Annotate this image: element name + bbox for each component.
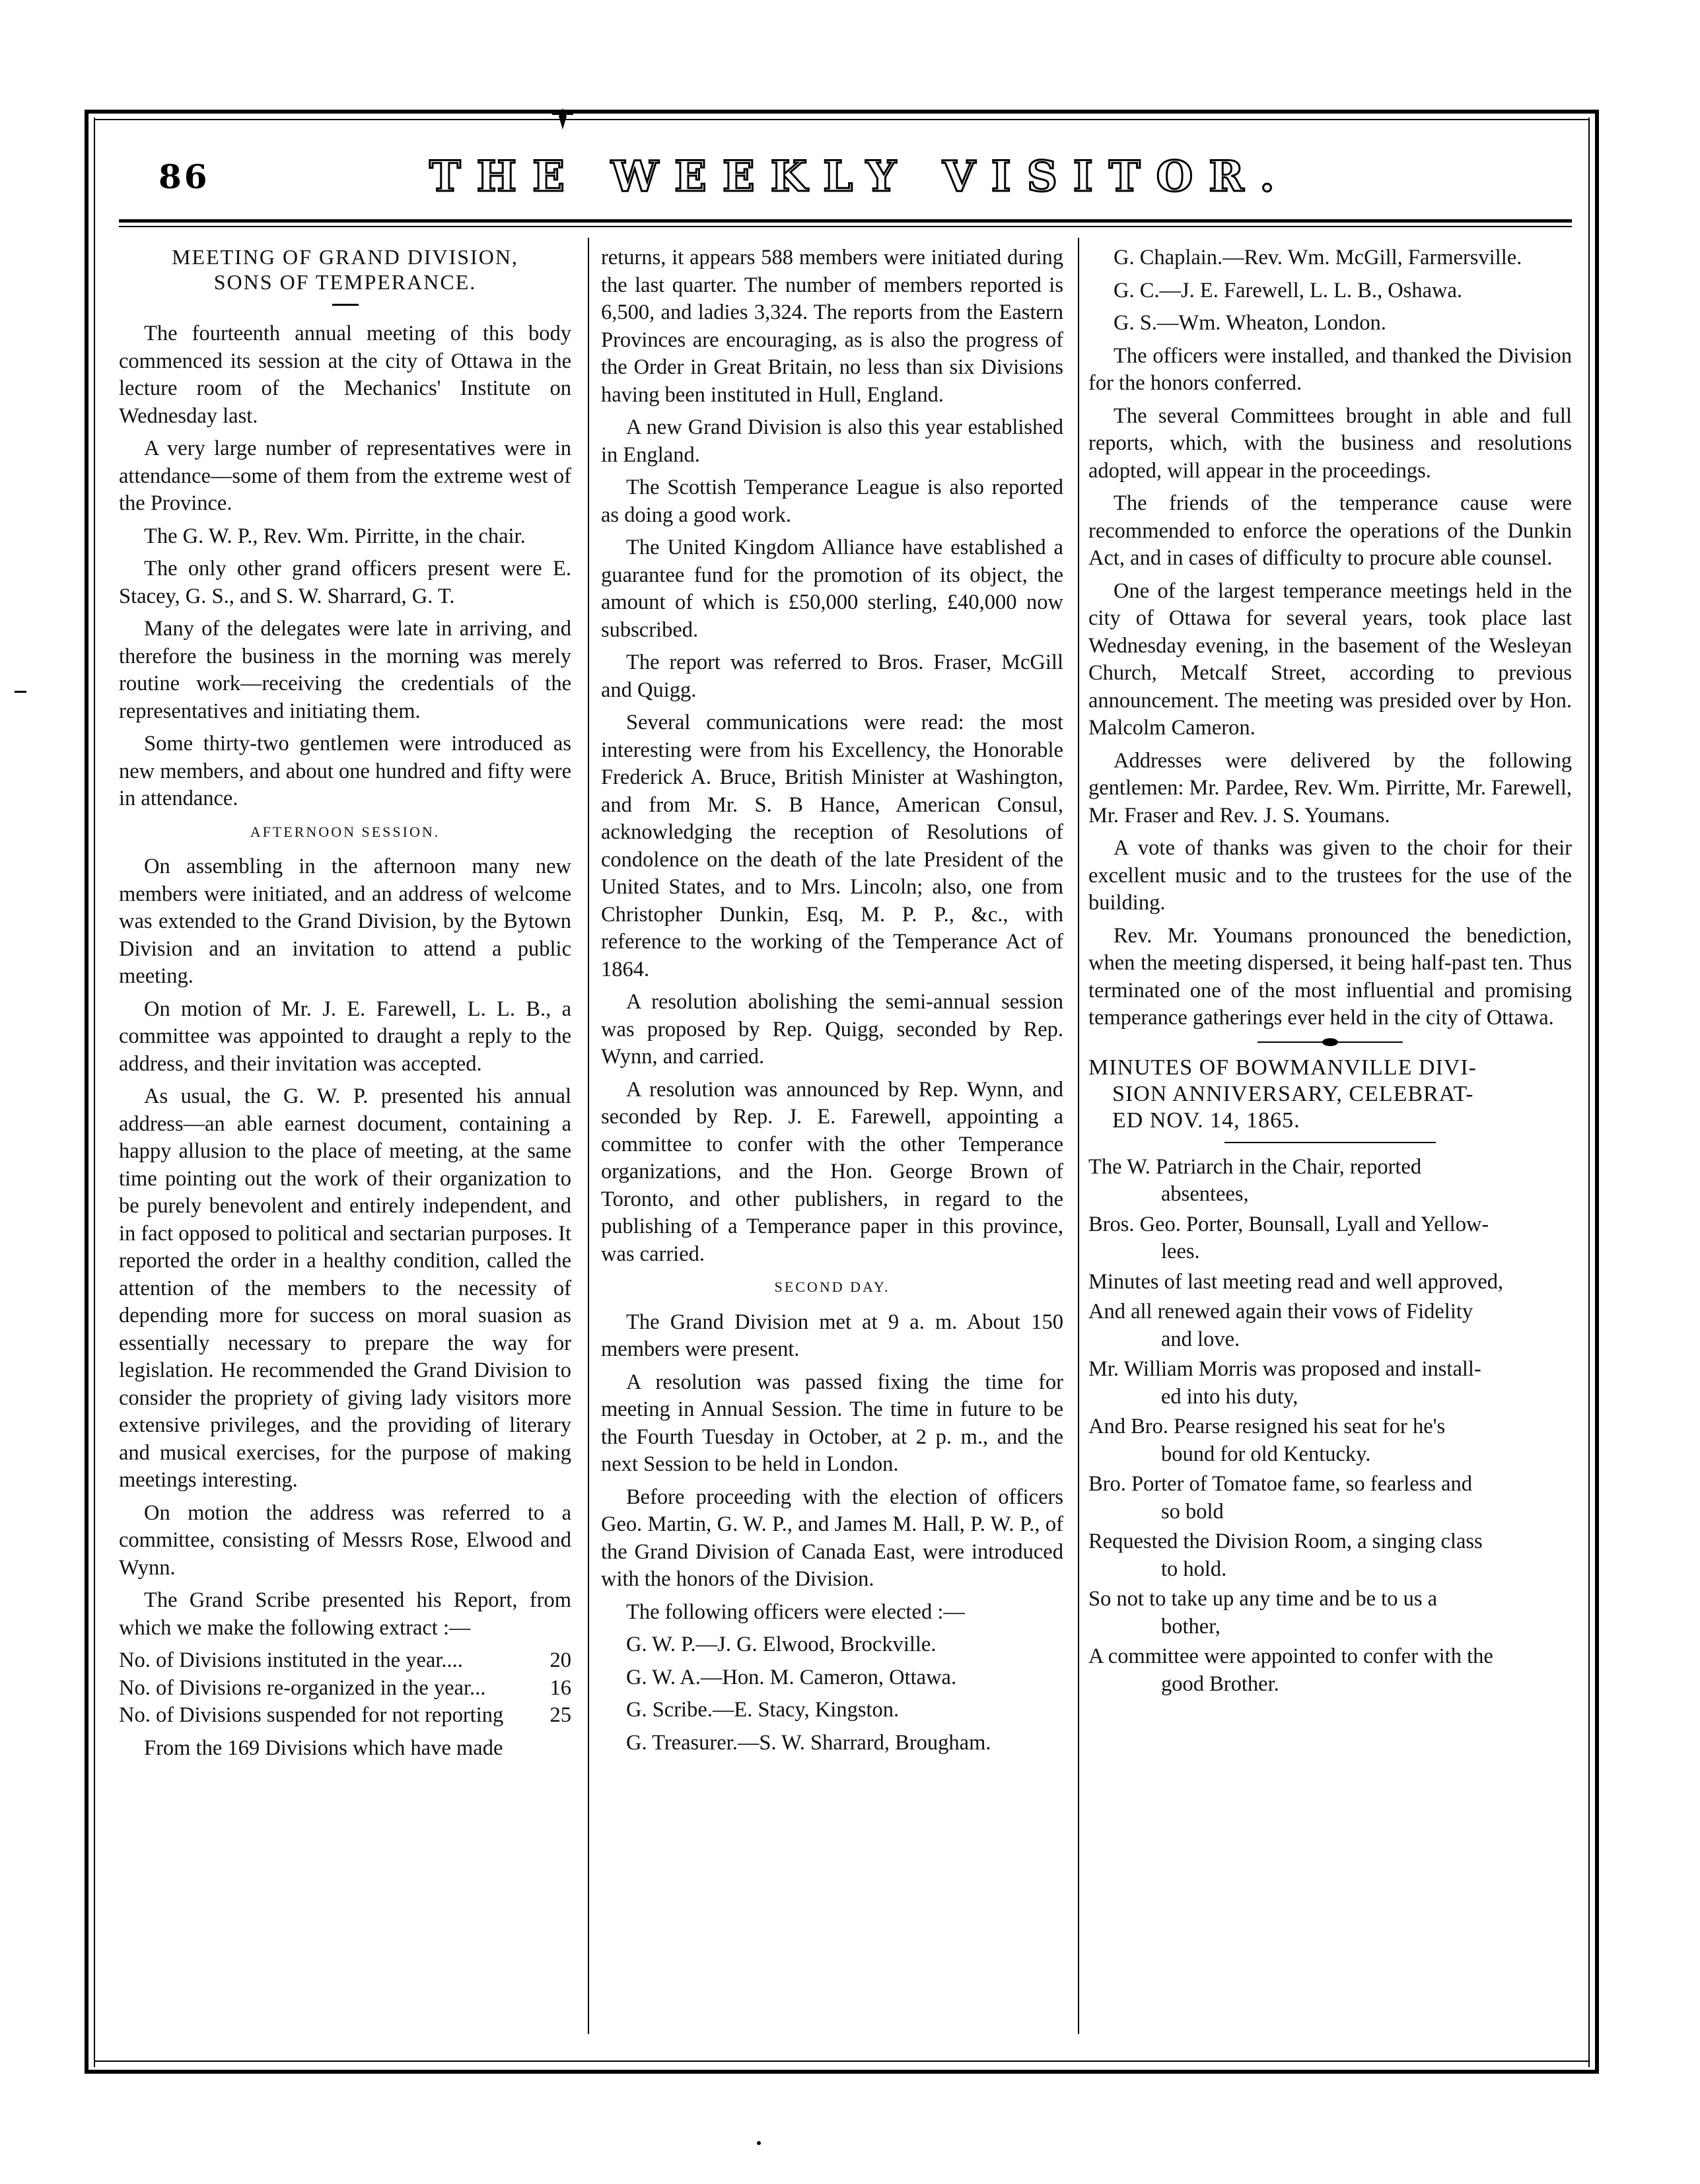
stat-value: 16 (549, 1675, 571, 1700)
verse-continuation: and love. (1161, 1327, 1240, 1351)
column-three (1088, 244, 1572, 1701)
heading-line: SONS OF TEMPERANCE. (213, 270, 477, 294)
paragraph: The G. W. P., Rev. Wm. Pirritte, in the chair. (144, 524, 526, 548)
paragraph: The friends of the temperance cause were recommended to enforce the operations of the Dunkin Act, and in cases of difficulty to procure able counsel. (1088, 491, 1572, 570)
verse-continuation: to hold. (1161, 1557, 1227, 1581)
verse-line (1088, 1643, 1572, 1698)
right-border-rule (1595, 111, 1599, 2074)
heading-line: ED NOV. 14, 1865. (1112, 1108, 1300, 1133)
left-border-rule (85, 111, 89, 2074)
top-border-inner-rule (94, 119, 1590, 120)
stat-value: 20 (549, 1648, 571, 1672)
stat-label: No. of Divisions re-organized in the year... (119, 1675, 486, 1700)
verse-text: And all renewed again their vows of Fidelity (1088, 1300, 1473, 1323)
verse-text: So not to take up any time and be to us a (1088, 1587, 1438, 1611)
paragraph: The report was referred to Bros. Fraser, McGill and Quigg. (601, 651, 1063, 702)
verse-line (1088, 1269, 1572, 1296)
verse-text: Requested the Division Room, a singing class (1088, 1530, 1483, 1553)
column-divider (588, 238, 589, 2034)
verse-continuation: bother, (1161, 1614, 1221, 1638)
paragraph: The Grand Division met at 9 a. m. About 150 members were present. (601, 1310, 1063, 1361)
top-border-rule (85, 110, 1599, 114)
verse-continuation: lees. (1161, 1240, 1200, 1263)
paragraph: The officers were installed, and thanked the Division for the honors conferred. (1088, 343, 1572, 395)
verse-text: Mr. William Morris was proposed and install- (1088, 1357, 1481, 1381)
paragraph: A new Grand Division is also this year established in England. (601, 415, 1063, 467)
paragraph: The Grand Scribe presented his Report, from which we make the following extract :— (119, 1588, 571, 1640)
verse-line (1088, 1586, 1572, 1640)
bottom-dot (757, 2141, 761, 2145)
paragraph: From the 169 Divisions which have made (144, 1736, 503, 1760)
paragraph: On motion of Mr. J. E. Farewell, L. L. B., a committee was appointed to draught a reply to the address, and their invitation was accepted. (119, 997, 571, 1076)
top-ornament-icon (543, 106, 583, 132)
verse-line (1088, 1211, 1572, 1266)
paragraph: The following officers were elected :— (626, 1600, 965, 1624)
verse-line (1088, 1471, 1572, 1526)
verse-continuation: ed into his duty, (1161, 1384, 1298, 1409)
column-one (119, 244, 571, 1767)
column-two (601, 244, 1063, 1762)
verse-text: The W. Patriarch in the Chair, reported (1088, 1154, 1422, 1179)
section-subheading: SECOND DAY. (774, 1279, 890, 1295)
verse-continuation: good Brother. (1161, 1672, 1279, 1696)
paragraph: As usual, the G. W. P. presented his annual address—an able earnest document, containing a happy allusion to the place of meeting, at the same time pointing out the work of their organization to be purely benevolent and entirely independent, and in fact opposed to political and sectarian purposes. It reported the order in a healthy condition, called the attention of the members to the necessity of depending more for success on moral suasion as essentially necessary to prepare the way for legislation. He recommended the Grand Division to consider the propriety of giving lady visitors more extensive privileges, and the providing of literary and musical exercises, for the purpose of making meetings interesting. (119, 1084, 572, 1492)
officer-entry: G. W. A.—Hon. M. Cameron, Ottawa. (626, 1665, 957, 1689)
page-number: 86 (159, 157, 210, 196)
masthead-title: THE WEEKLY VISITOR. (429, 152, 1291, 201)
right-border-inner-rule (1588, 118, 1590, 2067)
paragraph: The United Kingdom Alliance have established a guarantee fund for the promotion of its object, the amount of which is £50,000 sterling, £40,000 now subscribed. (601, 536, 1063, 642)
officer-entry: G. Scribe.—E. Stacy, Kingston. (626, 1698, 900, 1722)
paragraph: A very large number of representatives were in attendance—some of them from the extreme west of the Province. (119, 437, 571, 515)
verse-text: Bro. Porter of Tomatoe fame, so fearless and (1088, 1472, 1473, 1496)
masthead-rule (119, 219, 1572, 223)
stat-value: 25 (549, 1703, 571, 1727)
verse-text: And Bro. Pearse resigned his seat for he's (1088, 1415, 1446, 1438)
minutes-heading (1088, 1055, 1572, 1134)
paragraph: Several communications were read: the most interesting were from his Excellency, the Honorable Frederick A. Bruce, British Minister at Washington, and from Mr. S. B Hance, American Consul, acknowledging the reception of Resolutions of condolence on the death of the late President of the United States, and to Mrs. Lincoln; also, one from Christopher Dunkin, Esq, M. P. P., &c., with reference to the working of the Temperance Act of 1864. (601, 711, 1063, 981)
section-separator (1257, 1041, 1403, 1043)
paragraph: Addresses were delivered by the following gentlemen: Mr. Pardee, Rev. Wm. Pirritte, Mr. Farewell, Mr. Fraser and Rev. J. S. Youmans. (1088, 748, 1572, 828)
left-border-inner-rule (94, 118, 95, 2067)
officer-entry: G. S.—Wm. Wheaton, London. (1114, 311, 1386, 335)
officer-entry: G. W. P.—J. G. Elwood, Brockville. (626, 1633, 937, 1656)
heading-line: SION ANNIVERSARY, CELEBRAT- (1112, 1081, 1474, 1106)
section-subheading: AFTERNOON SESSION. (250, 823, 441, 840)
paragraph: A vote of thanks was given to the choir for their excellent music and to the trustees for the use of the building. (1088, 836, 1572, 915)
paragraph: On assembling in the afternoon many new members were initiated, and an address of welcome was extended to the Grand Division, by the Bytown Division and an invitation to attend a public meeting. (119, 855, 571, 988)
paragraph: A resolution was passed fixing the time for meeting in Annual Session. The time in future to be the Fourth Tuesday in October, at 2 p. m., and the next Session to be held in London. (601, 1370, 1063, 1476)
heading-line: MEETING OF GRAND DIVISION, (172, 245, 518, 269)
article-heading (119, 244, 571, 295)
column-divider (1078, 238, 1079, 2034)
margin-mark (15, 691, 26, 693)
stat-label: No. of Divisions suspended for not reporting (119, 1703, 504, 1727)
verse-continuation: absentees, (1161, 1182, 1249, 1206)
verse-continuation: bound for old Kentucky. (1161, 1442, 1371, 1466)
bottom-border-rule (85, 2070, 1599, 2074)
verse-line (1088, 1298, 1572, 1353)
paragraph: The Scottish Temperance League is also reported as doing a good work. (601, 476, 1063, 527)
paragraph: returns, it appears 588 members were initiated during the last quarter. The number of members reported is 6,500, and ladies 3,324. The reports from the Eastern Provinces are encouraging, as is also the progress of the Order in Great Britain, no less than six Divisions having been instituted in Hull, England. (601, 246, 1063, 407)
verse-text: A committee were appointed to confer with the (1088, 1644, 1493, 1668)
paragraph: A resolution abolishing the semi-annual session was proposed by Rep. Quigg, seconded by Rep. Wynn, and carried. (601, 990, 1063, 1069)
verse-line (1088, 1154, 1572, 1209)
heading-underline (1224, 1142, 1436, 1143)
officer-entry: G. C.—J. E. Farewell, L. L. B., Oshawa. (1114, 278, 1463, 302)
stat-row (119, 1675, 571, 1703)
paragraph: Some thirty-two gentlemen were introduced as new members, and about one hundred and fifty were in attendance. (119, 732, 571, 810)
masthead-thin-rule (119, 226, 1572, 227)
paragraph: On motion the address was referred to a committee, consisting of Messrs Rose, Elwood and Wynn. (119, 1500, 571, 1580)
bottom-border-inner-rule (94, 2061, 1590, 2062)
paragraph: A resolution was announced by Rep. Wynn, and seconded by Rep. J. E. Farewell, appointing a committee to confer with the other Temperance organizations, and the Hon. George Brown of Toronto, and other publishers, in regard to the publishing of a Temperance paper in this province, was carried. (601, 1077, 1063, 1266)
stat-row (119, 1702, 571, 1730)
paragraph: Rev. Mr. Youmans pronounced the benediction, when the meeting dispersed, it being half-past ten. Thus terminated one of the most influential and promising temperance gatherings ever held in the city of Ottawa. (1088, 923, 1572, 1030)
verse-text: Minutes of last meeting read and well approved, (1088, 1269, 1504, 1294)
stat-row (119, 1647, 571, 1675)
paragraph: Many of the delegates were late in arriving, and therefore the business in the morning was merely routine work—receiving the credentials of the representatives and initiating them. (119, 617, 571, 723)
heading-dash (332, 304, 359, 306)
verse-text: Bros. Geo. Porter, Bounsall, Lyall and Yellow- (1088, 1212, 1489, 1236)
officer-entry: G. Chaplain.—Rev. Wm. McGill, Farmersville. (1114, 246, 1522, 269)
officer-entry: G. Treasurer.—S. W. Sharrard, Brougham. (626, 1730, 991, 1755)
verse-line (1088, 1528, 1572, 1583)
heading-line: MINUTES OF BOWMANVILLE DIVI- (1088, 1055, 1477, 1080)
paragraph: One of the largest temperance meetings held in the city of Ottawa for several years, took place last Wednesday evening, in the basement of the Wesleyan Church, Metcalf Street, according to previous announcement. The meeting was presided over by Hon. Malcolm Cameron. (1088, 579, 1572, 740)
stat-label: No. of Divisions instituted in the year.... (119, 1648, 463, 1672)
paragraph: The several Committees brought in able and full reports, which, with the business and resolutions adopted, will appear in the proceedings. (1088, 404, 1572, 483)
verse-line (1088, 1356, 1572, 1411)
verse-continuation: so bold (1161, 1499, 1224, 1524)
paragraph: Before proceeding with the election of officers Geo. Martin, G. W. P., and James M. Hall, P. W. P., of the Grand Division of Canada East, were introduced with the honors of the Division. (601, 1485, 1063, 1591)
verse-line (1088, 1413, 1572, 1468)
paragraph: The fourteenth annual meeting of this body commenced its session at the city of Ottawa in the lecture room of the Mechanics' Institute on Wednesday last. (119, 322, 571, 428)
paragraph: The only other grand officers present were E. Stacey, G. S., and S. W. Sharrard, G. T. (119, 557, 571, 608)
